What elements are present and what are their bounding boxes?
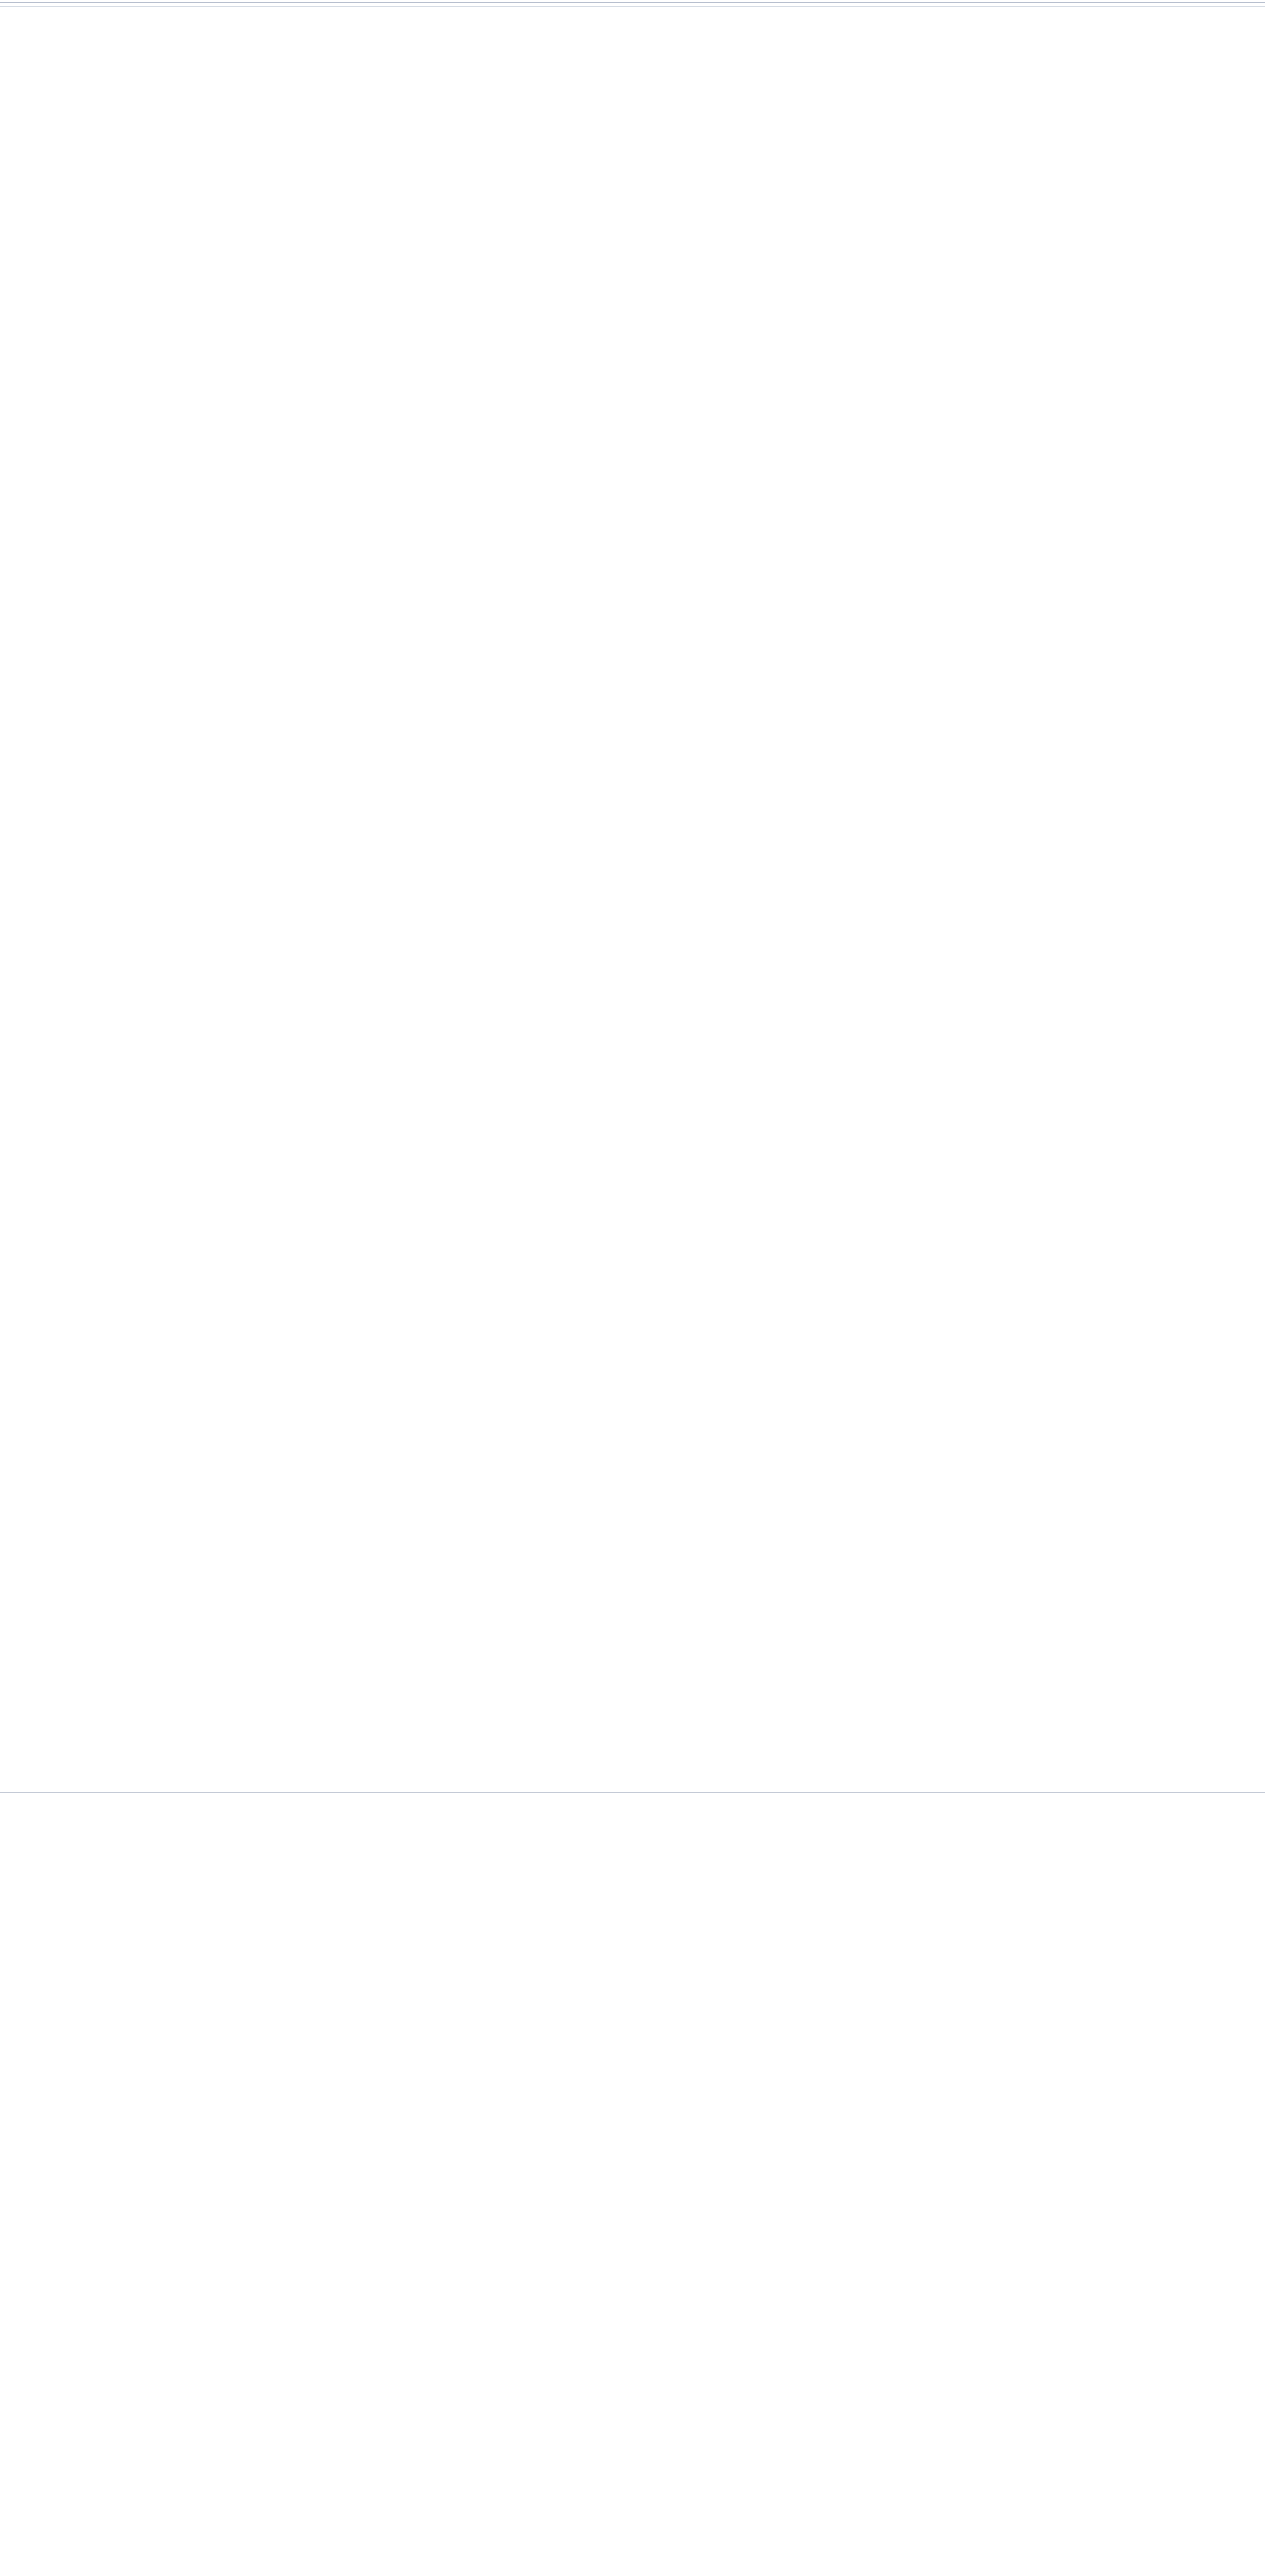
document-sheet-inner — [0, 1762, 40, 2576]
document-sheet — [0, 1762, 40, 2576]
scan-edge-bottom — [0, 1792, 1265, 1793]
scan-edge-top — [0, 2, 1265, 3]
scan-edge-line — [0, 6, 1265, 7]
